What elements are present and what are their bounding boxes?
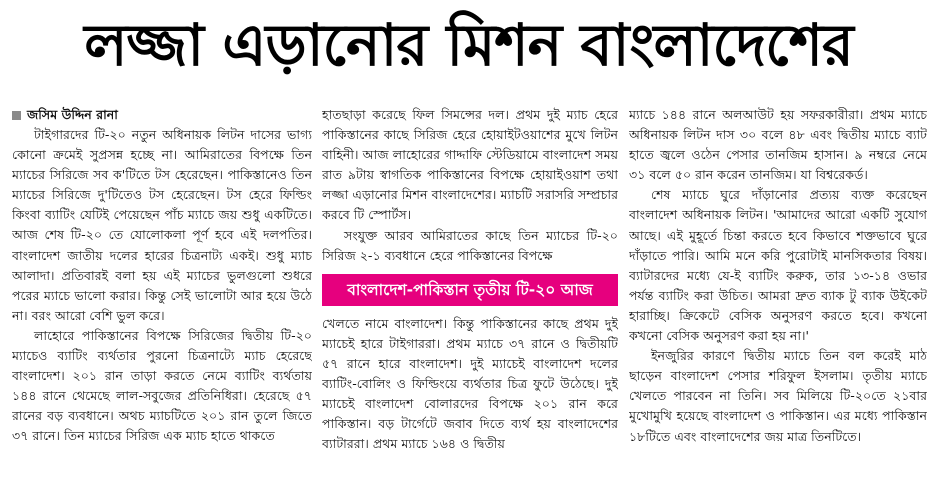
article-column-2 — [322, 105, 618, 491]
paragraph: ইনজুরির কারণে দ্বিতীয় ম্যাচে তিন বল করেই মাঠ ছাড়েন বাংলাদেশ পেসার শরিফুল ইসলাম। তৃতীয় ম্যাচে খেলতে পারবেন না তিনি। সব মিলিয়ে টি-২০তে ২১বার মুখোমুখি হয়েছে বাংলাদেশ ও পাকিস্তান। এর মধ্যে পাকিস্তান ১৮টিতে এবং বাংলাদেশের জয় মাত্র তিনটিতে। — [629, 348, 927, 444]
paragraph: সংযুক্ত আরব আমিরাতের কাছে তিন ম্যাচের টি-২০ সিরিজ ২-১ ব্যবধানে হেরে পাকিস্তানের বিপক্ষে — [322, 227, 618, 263]
author-name: জসিম উদ্দিন রানা — [27, 106, 118, 122]
bullet-icon — [12, 111, 21, 120]
paragraph: লাহোরে পাকিস্তানের বিপক্ষে সিরিজের দ্বিতীয় টি-২০ ম্যাচেও ব্যাটিং ব্যর্থতার পুরনো চিত্রনাট্যে ম্যাচ হেরেছে বাংলাদেশ। ২০১ রান তাড়া করতে নেমে ব্যাটিং ব্যর্থতায় ১৪৪ রানে থেমেছে লাল-সবুজের প্রতিনিধিরা। হেরেছে ৫৭ রানের বড় ব্যবধানে। অথচ ম্যাচটিতে ২০১ রান তুলে জিতে ৩৭ রানে। তিন ম্যাচের সিরিজ এক ম্যাচ হাতে থাকতে — [12, 327, 312, 444]
paragraph: শেষ ম্যাচে ঘুরে দাঁড়ানোর প্রত্যয় ব্যক্ত করেছেন বাংলাদেশ অধিনায়ক লিটন। 'আমাদের আরো একটি সুযোগ আছে। এই মুহূর্তে চিন্তা করতে হবে কিভাবে শক্তভাবে ঘুরে দাঁড়াতে পারি। আমি মনে করি পুরোটাই মানসিকতার বিষয়। ব্যাটারদের মধ্যে যে-ই ব্যাটিং করুক, তার ১৩-১৪ ওভার পর্যন্ত ব্যাটিং করা উচিত। আমরা দ্রুত ব্যাক টু ব্যাক উইকেট হারাচ্ছি। ক্রিকেটে বেসিক অনুসরণ করতে হবে। কখনো কখনো বেসিক অনুসরণ করা হয় না।' — [629, 187, 927, 344]
subheading-banner: বাংলাদেশ-পাকিস্তান তৃতীয় টি-২০ আজ — [322, 274, 618, 306]
paragraph: খেলতে নামে বাংলাদেশ। কিন্তু পাকিস্তানের কাছে প্রথম দুই ম্যাচেই হারে টাইগাররা। প্রথম ম্যাচে ৩৭ রানে ও দ্বিতীয়টি ৫৭ রানে হারে বাংলাদেশ। দুই ম্যাচেই বাংলাদেশ দলের ব্যাটিং-বোলিং ও ফিল্ডিংয়ে ব্যর্থতার চিত্র ফুটে উঠেছে। দুই ম্যাচেই বাংলাদেশ বোলারদের বিপক্ষে ২০১ রান করে পাকিস্তান। বড় টার্গেটে জবাব দিতে ব্যর্থ হয় বাংলাদেশের ব্যাটাররা। প্রথম ম্যাচে ১৬৪ ও দ্বিতীয় — [322, 315, 618, 452]
paragraph: ম্যাচে ১৪৪ রানে অলআউট হয় সফরকারীরা। প্রথম ম্যাচে অধিনায়ক লিটন দাস ৩০ বলে ৪৮ এবং দ্বিতীয় ম্যাচে ব্যাট হাতে জ্বলে ওঠেন পেসার তানজিম হাসান। ৯ নম্বরে নেমে ৩১ বলে ৫০ রান করেন তানজিম। যা বিশ্বরেকর্ড। — [629, 107, 927, 183]
article-column-1 — [12, 105, 312, 491]
byline — [12, 105, 312, 125]
paragraph: টাইগারদের টি-২০ নতুন অধিনায়ক লিটন দাসের ভাগ্য কোনো ক্রমেই সুপ্রসন্ন হচ্ছে না। আমিরাতের বিপক্ষে তিন ম্যাচের সিরিজে সব ক'টিতে টস হেরেছেন। পাকিস্তানেও তিন ম্যাচের সিরিজে দু'টিতেও টস হেরেছেন। টস হেরে ফিল্ডিং কিংবা ব্যাটিং যেটিই পেয়েছেন পাঁচ ম্যাচে জয় শুধু একটিতে। আজ শেষ টি-২০ তে যোলোকলা পূর্ণ হবে এই দলপতির। বাংলাদেশ জাতীয় দলের হারের চিত্রনাট্য একই। শুধু ম্যাচ আলাদা। প্রতিবারই বলা হয় এই ম্যাচের ভুলগুলো শুধরে পরের ম্যাচে ভালো করার। কিন্তু সেই ভালোটা আর হয়ে উঠে না। বরং আরো বেশি ভুল করে। — [12, 127, 312, 323]
article-column-3 — [629, 105, 927, 491]
paragraph: হাতছাড়া করেছে ফিল সিমন্সের দল। প্রথম দুই ম্যাচ হেরে পাকিস্তানের কাছে সিরিজ হেরে হোয়াইটওয়াশের মুখে লিটন বাহিনী। আজ লাহোরের গাদ্দাফি স্টেডিয়ামে বাংলাদেশ সময় রাত ৯টায় স্বাগতিক পাকিস্তানের বিপক্ষে হোয়াইওয়াশ তথা লজ্জা এড়ানোর মিশন বাংলাদেশের। ম্যাচটি সরাসরি সম্প্রচার করবে টি স্পোর্টস। — [322, 107, 618, 223]
headline: লজ্জা এড়ানোর মিশন বাংলাদেশের — [84, 11, 853, 79]
